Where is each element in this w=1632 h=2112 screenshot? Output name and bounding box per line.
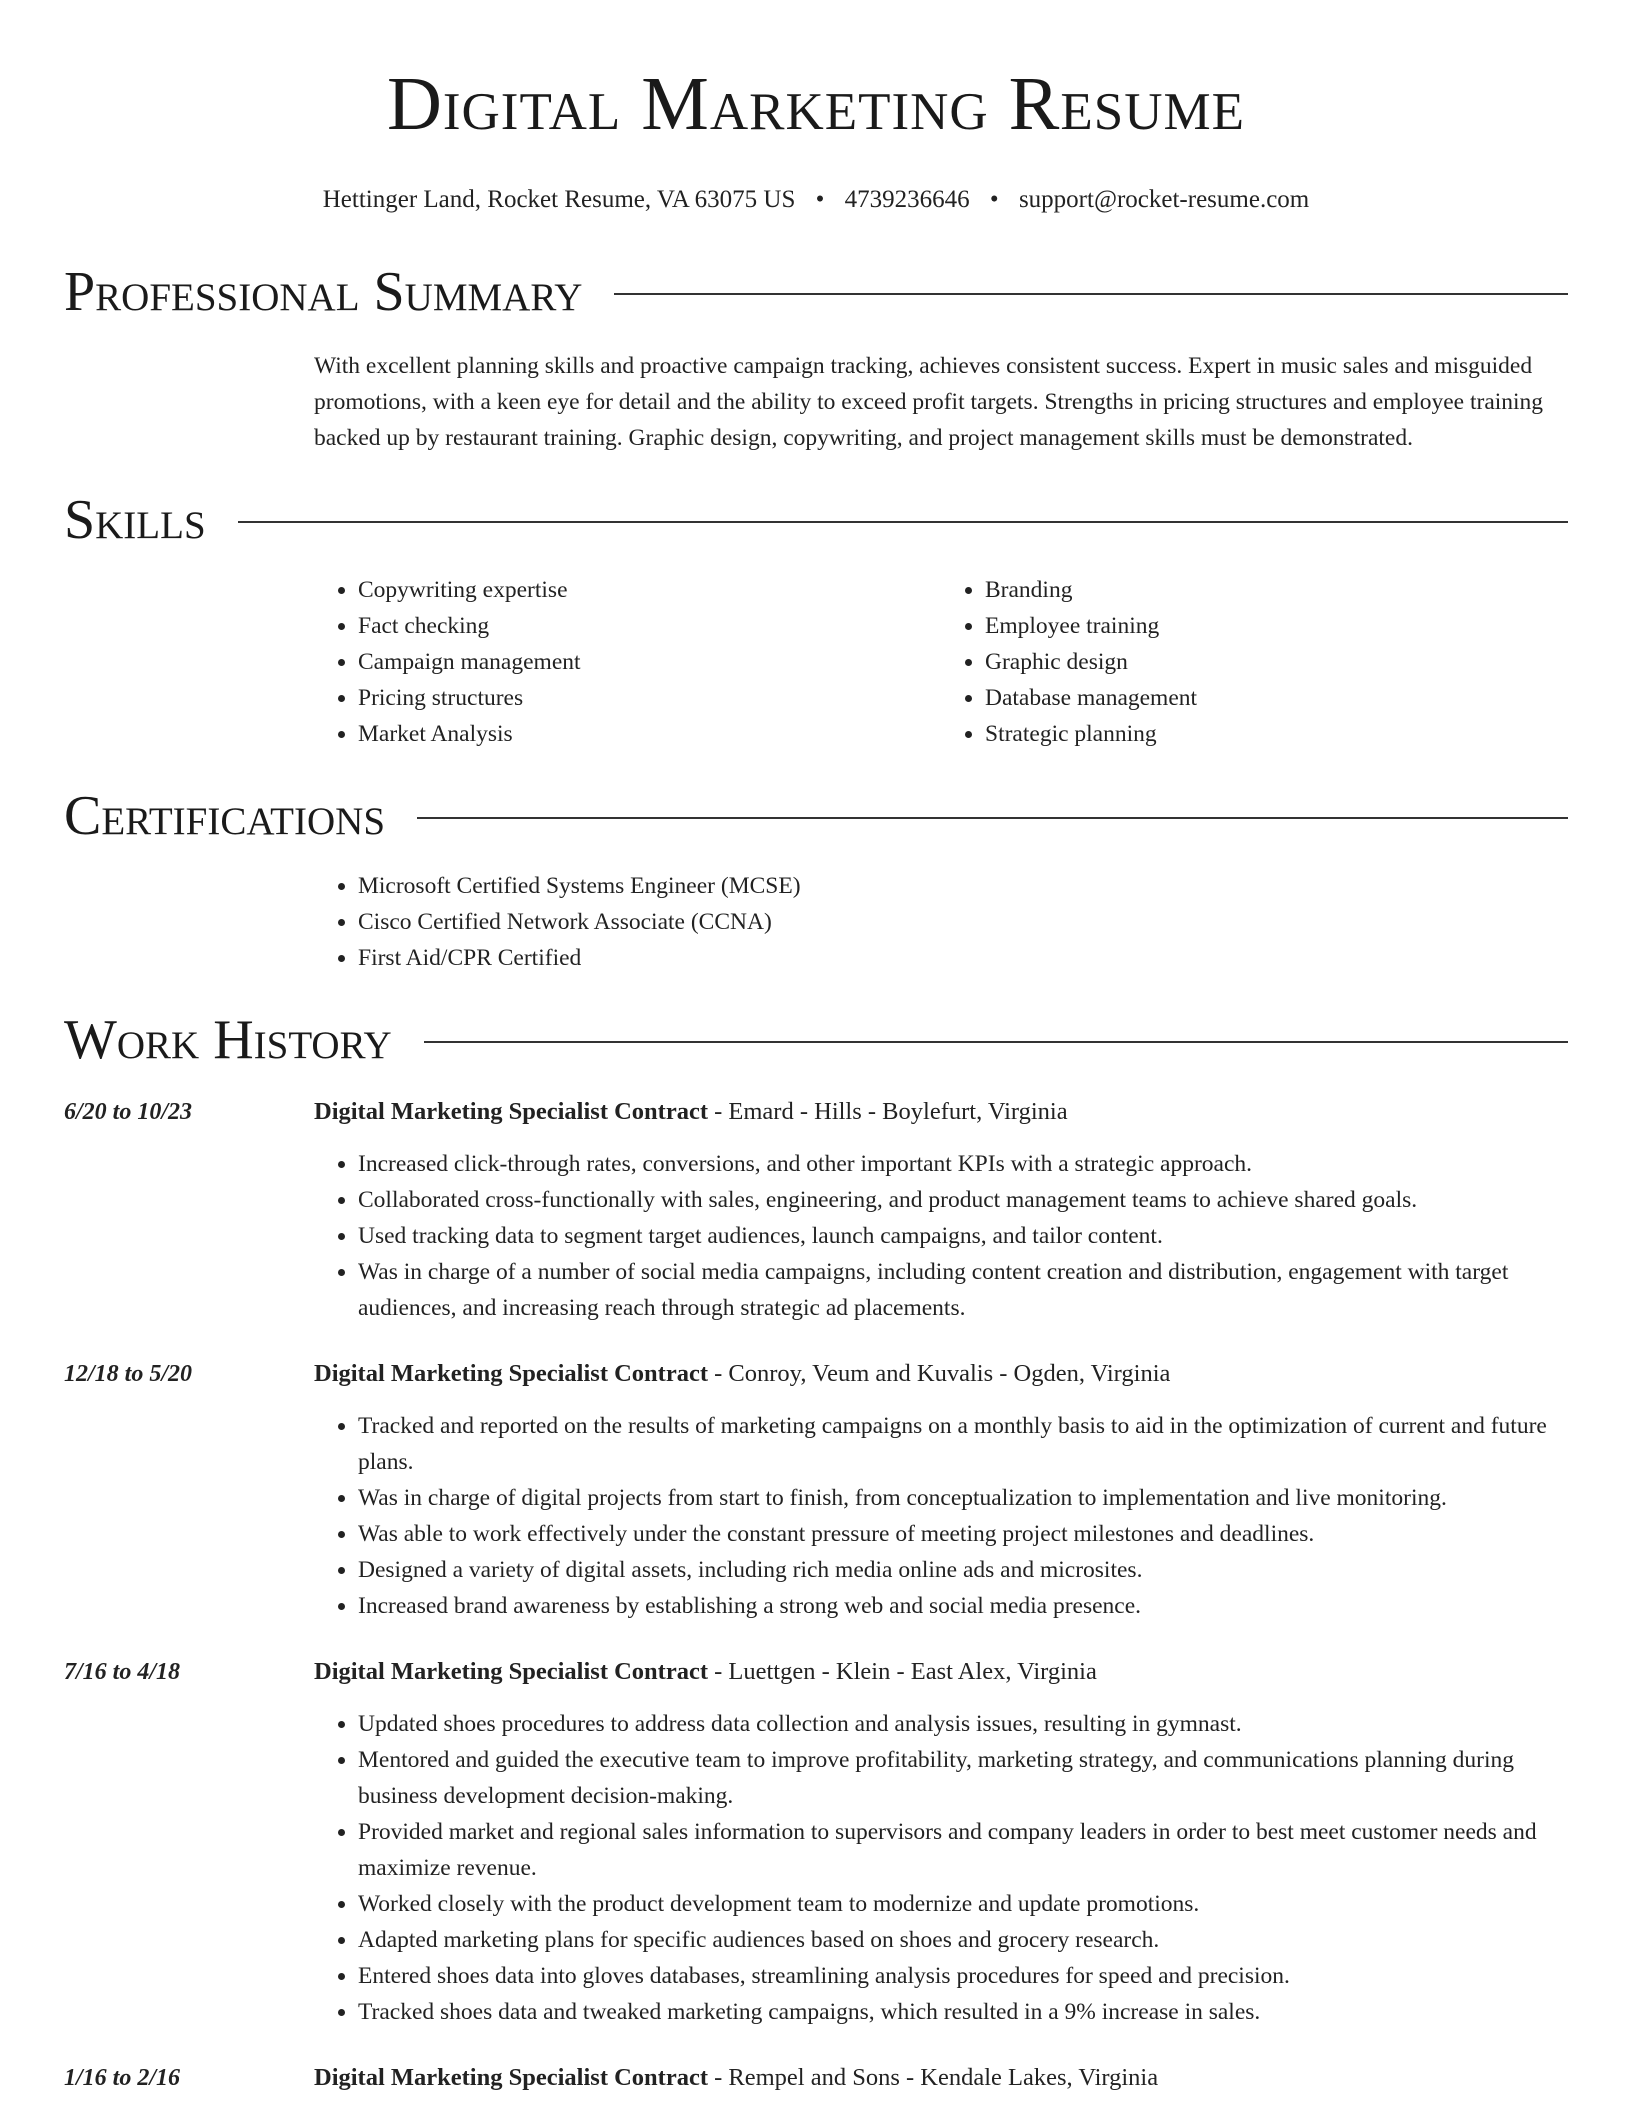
work-section-header (64, 1008, 1568, 1072)
job-bullet: • Used tracking data to segment target audiences, launch campaigns, and tailor content. (358, 1218, 1568, 1254)
contact-address: Hettinger Land, Rocket Resume, VA 63075 US (322, 186, 796, 213)
job-title: Digital Marketing Specialist Contract (314, 1360, 708, 1387)
work-heading: Work History (64, 1009, 392, 1071)
section-divider (238, 521, 1568, 523)
job-bullet: • Adapted marketing plans for specific audiences based on shoes and grocery research. (358, 1922, 1568, 1958)
job-bullet: • Mentored and guided the executive team to improve profitability, marketing strategy, and communications planning during business development decision-making. (358, 1742, 1568, 1814)
contact-email: support@rocket-resume.com (1018, 186, 1310, 213)
summary-text: With excellent planning skills and proactive campaign tracking, achieves consistent success. Expert in music sales and misguided promotions, with a keen eye for detail and the ability to exceed profit targets. Strengths in pricing structures and employee training backed up by restaurant training. Graphic design, copywriting, and project management skills must be demonstrated. (314, 353, 1544, 451)
job-title: Digital Marketing Specialist Contract (314, 1658, 708, 1685)
job-entry (64, 2060, 1568, 2096)
job-bullets (314, 1408, 1568, 1624)
job-dates: 6/20 to 10/23 (64, 1099, 193, 1125)
job-bullet: • Was in charge of a number of social media campaigns, including content creation and distribution, engagement with target audiences, and increasing reach through strategic ad placements. (358, 1254, 1568, 1326)
certifications-section-header (64, 784, 1568, 848)
certification-item: • First Aid/CPR Certified (358, 940, 1568, 976)
certifications-list (314, 868, 1568, 976)
job-bullet: • Collaborated cross-functionally with sales, engineering, and product management teams to achieve shared goals. (358, 1182, 1568, 1218)
section-divider (614, 293, 1568, 295)
job-bullet: • Provided market and regional sales information to supervisors and company leaders in order to best meet customer needs and maximize revenue. (358, 1814, 1568, 1886)
job-title: Digital Marketing Specialist Contract (314, 1098, 708, 1125)
section-divider (424, 1041, 1568, 1043)
contact-line (64, 184, 1568, 216)
job-bullet: • Increased click-through rates, conversions, and other important KPIs with a strategic approach. (358, 1146, 1568, 1182)
job-details (314, 1356, 1568, 1624)
job-bullet: • Updated shoes procedures to address data collection and analysis issues, resulting in gymnast. (358, 1706, 1568, 1742)
skill-item: • Graphic design (985, 644, 1568, 680)
job-header (314, 2060, 1568, 2096)
summary-body (314, 348, 1568, 456)
job-bullet: • Designed a variety of digital assets, including rich media online ads and microsites. (358, 1552, 1568, 1588)
job-company: - Luettgen - Klein - East Alex, Virginia (708, 1658, 1097, 1685)
skill-item: • Pricing structures (358, 680, 941, 716)
job-company: - Emard - Hills - Boylefurt, Virginia (708, 1098, 1068, 1125)
job-bullets (314, 1146, 1568, 1326)
job-bullet: • Tracked shoes data and tweaked marketing campaigns, which resulted in a 9% increase in sales. (358, 1994, 1568, 2030)
resume-page (64, 0, 1568, 2096)
skills-heading: Skills (64, 489, 206, 551)
job-bullet: • Increased brand awareness by establishing a strong web and social media presence. (358, 1588, 1568, 1624)
contact-separator: • (989, 186, 999, 213)
job-company: - Rempel and Sons - Kendale Lakes, Virginia (708, 2064, 1159, 2091)
job-details (314, 2060, 1568, 2096)
resume-title: Digital Marketing Resume (387, 62, 1245, 146)
skill-item: • Branding (985, 572, 1568, 608)
skills-section-header (64, 488, 1568, 552)
skill-item: • Market Analysis (358, 716, 941, 752)
job-entry (64, 1094, 1568, 1326)
job-header (314, 1094, 1568, 1130)
job-bullet: • Was in charge of digital projects from start to finish, from conceptualization to implementation and live monitoring. (358, 1480, 1568, 1516)
job-details (314, 1094, 1568, 1326)
skills-list-left (314, 572, 941, 752)
summary-section-header (64, 260, 1568, 324)
certifications-body (314, 868, 1568, 976)
skills-list-right (941, 572, 1568, 752)
skill-item: • Copywriting expertise (358, 572, 941, 608)
certifications-heading: Certifications (64, 785, 386, 847)
job-dates: 7/16 to 4/18 (64, 1659, 181, 1685)
job-header (314, 1356, 1568, 1392)
job-bullet: • Entered shoes data into gloves databases, streamlining analysis procedures for speed and precision. (358, 1958, 1568, 1994)
job-entry (64, 1654, 1568, 2030)
skill-item: • Strategic planning (985, 716, 1568, 752)
certification-item: • Cisco Certified Network Associate (CCNA) (358, 904, 1568, 940)
skills-body (314, 572, 1568, 752)
job-header (314, 1654, 1568, 1690)
contact-separator: • (815, 186, 825, 213)
skill-item: • Database management (985, 680, 1568, 716)
job-bullets (314, 1706, 1568, 2030)
certification-item: • Microsoft Certified Systems Engineer (MCSE) (358, 868, 1568, 904)
job-bullet: • Was able to work effectively under the constant pressure of meeting project milestones and deadlines. (358, 1516, 1568, 1552)
skill-item: • Employee training (985, 608, 1568, 644)
skill-item: • Campaign management (358, 644, 941, 680)
job-entry (64, 1356, 1568, 1624)
job-title: Digital Marketing Specialist Contract (314, 2064, 708, 2091)
summary-heading: Professional Summary (64, 261, 583, 323)
job-details (314, 1654, 1568, 2030)
job-company: - Conroy, Veum and Kuvalis - Ogden, Virginia (708, 1360, 1171, 1387)
contact-phone: 4739236646 (844, 186, 970, 213)
skill-item: • Fact checking (358, 608, 941, 644)
job-bullet: • Worked closely with the product development team to modernize and update promotions. (358, 1886, 1568, 1922)
job-dates: 12/18 to 5/20 (64, 1361, 193, 1387)
job-bullet: • Tracked and reported on the results of marketing campaigns on a monthly basis to aid in the optimization of current and future plans. (358, 1408, 1568, 1480)
section-divider (417, 817, 1568, 819)
job-dates: 1/16 to 2/16 (64, 2065, 181, 2091)
